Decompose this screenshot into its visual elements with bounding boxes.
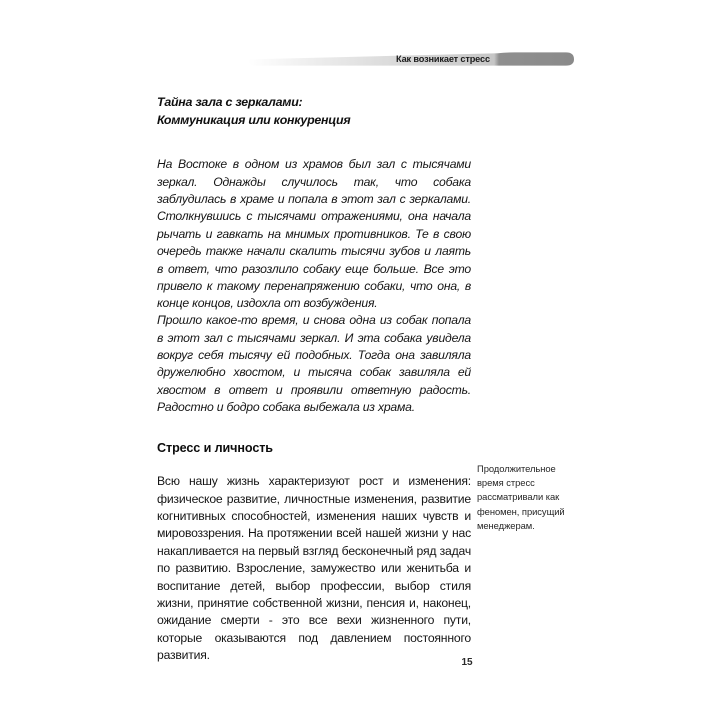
story-title-line-1: Тайна зала с зеркалами: — [157, 95, 303, 109]
running-header-title: Как возникает стресс — [396, 54, 490, 64]
story-paragraph-1: На Востоке в одном из храмов был зал с тысячами зеркал. Однажды случилось так, что собака заблудилась в храме и попала в этот зал с зеркалами. Столкнувшись с тысячами отражениями, она начала рычать и гавкать на мнимых противников. Те в свою очередь также начали скалить тысячи зубов и лаять в ответ, что разозлило собаку еще больше. Все это привело к такому перенапряжению собаки, что она, в конце концов, издохла от возбуждения. — [157, 157, 471, 311]
story-paragraph-2: Прошло какое-то время, и снова одна из собак попала в этот зал с тысячами зеркал. И эта собака увидела вокруг себя тысячу ей подобных. Тогда она завиляла дружелюбно хвостом, и тысяча собак завиляла ей хвостом в ответ и проявили ответную радость. Радостно и бодро собака выбежала из храма. — [157, 313, 471, 415]
section-heading: Стресс и личность — [157, 441, 273, 456]
margin-note: Продолжительное время стресс рассматривали как феномен, присущий менеджерам. — [477, 463, 565, 531]
page-number: 15 — [461, 657, 473, 668]
story-title-line-2: Коммуникация или конкуренция — [157, 112, 351, 127]
section-body-paragraph: Всю нашу жизнь характеризуют рост и изменения: физическое развитие, личностные изменения, развитие когнитивных способностей, изменения наших чувств и мировоззрения. На протяжении всей нашей жизни у нас накапливается на первый взгляд бесконечный ряд задач по развитию. Взросление, замужество или женитьба и воспитание детей, выбор профессии, выбор стиля жизни, принятие собственной жизни, пенсия и, наконец, ожидание смерти - это все вехи жизненного пути, которые оказываются под давлением постоянного развития. — [157, 474, 471, 663]
story-title — [157, 94, 471, 129]
